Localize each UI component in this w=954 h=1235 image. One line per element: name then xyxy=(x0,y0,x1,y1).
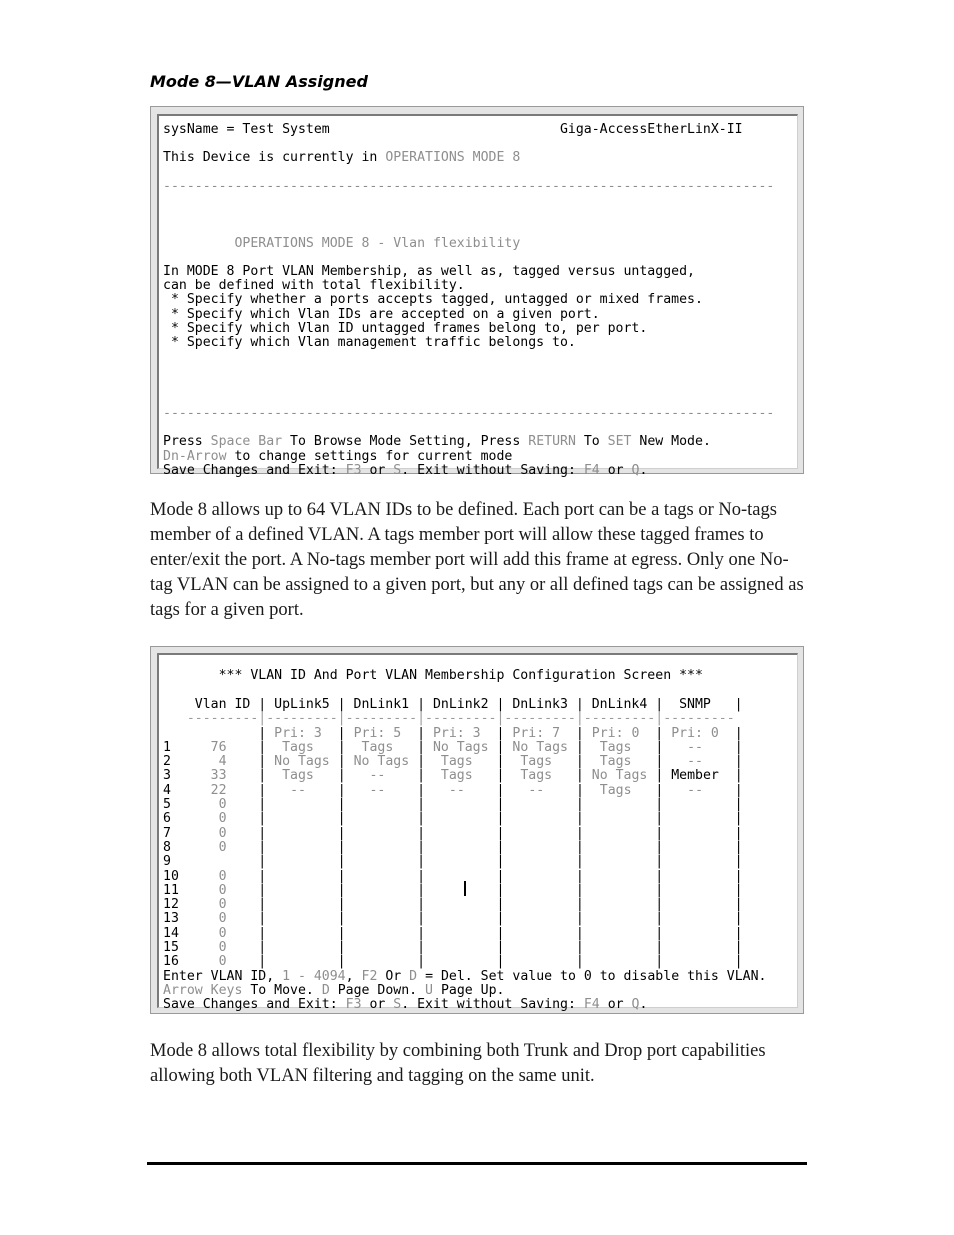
terminal-text: RETURN xyxy=(528,434,576,450)
terminal-text: | xyxy=(552,768,592,784)
terminal-line xyxy=(163,998,647,1012)
terminal-text: Enter VLAN ID, xyxy=(163,968,283,984)
terminal-text: 4 xyxy=(163,782,211,798)
terminal-text: F3 xyxy=(345,462,362,478)
terminal-text: Pri: 5 xyxy=(353,725,402,741)
terminal-text: | xyxy=(226,768,283,784)
terminal-text: | xyxy=(560,725,592,741)
terminal-text: -- xyxy=(528,782,545,798)
terminal-text: | xyxy=(567,739,600,755)
terminal-line xyxy=(163,336,576,350)
terminal-text: U xyxy=(425,982,433,998)
terminal-text: . Exit without Saving: xyxy=(401,462,584,478)
terminal-line xyxy=(163,407,774,421)
terminal-text: 12 xyxy=(163,897,219,913)
terminal-text: Save Changes and Exit: xyxy=(163,462,346,478)
terminal-text: to change settings for current mode xyxy=(226,448,513,464)
terminal-line xyxy=(163,855,743,869)
flexibility-paragraph: Mode 8 allows total flexibility by combining both Trunk and Drop port capabilities allowing both VLAN filtering and tagging on the same unit. xyxy=(150,1041,766,1086)
terminal-text: 13 xyxy=(163,911,219,927)
terminal-line xyxy=(163,180,774,194)
terminal-line xyxy=(163,769,743,783)
terminal-text: 5 xyxy=(163,797,219,812)
terminal-text: | xyxy=(393,739,433,755)
terminal-text: | xyxy=(639,725,672,741)
terminal-text: Space Bar xyxy=(210,434,283,450)
terminal-line xyxy=(163,435,711,449)
terminal-text: or xyxy=(361,462,394,478)
vlan-config-terminal xyxy=(157,653,798,1013)
terminal-line xyxy=(163,970,766,984)
terminal-text: | | | | | | | xyxy=(226,954,743,970)
terminal-text: . xyxy=(639,997,648,1013)
terminal-text: To Move. xyxy=(242,982,322,998)
terminal-text: | Member | xyxy=(647,768,743,784)
terminal-text: 33 xyxy=(210,768,227,784)
terminal-text: 0 xyxy=(218,925,227,941)
terminal-text: | xyxy=(385,782,449,798)
terminal-text: To xyxy=(575,434,608,450)
vlan-screen-window xyxy=(150,646,804,1014)
terminal-text: Dn-Arrow xyxy=(163,448,227,464)
terminal-text: * Specify whether a ports accepts tagged, untagged or mixed frames. xyxy=(163,292,703,308)
terminal-text: 1 xyxy=(163,739,211,755)
terminal-line xyxy=(163,798,743,812)
terminal-text: Press xyxy=(163,434,211,450)
terminal-text: No Tags xyxy=(512,739,568,755)
terminal-text: D xyxy=(321,982,330,998)
terminal-text: Or xyxy=(377,968,410,984)
terminal-text: 4 xyxy=(218,754,227,770)
terminal-line xyxy=(163,841,743,855)
terminal-text: This Device is currently in xyxy=(163,150,386,166)
terminal-text: 0 xyxy=(218,911,227,927)
terminal-text: | xyxy=(321,725,354,741)
mode-description-paragraph: Mode 8 allows up to 64 VLAN IDs to be defined. Each port can be a tags or No-tags member of a defined VLAN. A tags member port will allow these tagged frames to enter/exit the port. A No-tags member port will add this frame at egress. Only one No-tag VLAN can be assigned to a given port, but any or all defined tags can be assigned as tags for a given port. xyxy=(150,500,804,620)
terminal-text: Tags xyxy=(599,754,632,770)
terminal-text: | xyxy=(401,725,433,741)
terminal-text: | xyxy=(472,754,521,770)
terminal-text: . Exit without Saving: xyxy=(401,997,584,1013)
terminal-text: Q xyxy=(631,997,640,1013)
terminal-text: OPERATIONS MODE 8 xyxy=(385,150,521,166)
terminal-text: S xyxy=(393,462,402,478)
terminal-text: 0 xyxy=(218,954,227,970)
terminal-text: 16 xyxy=(163,954,219,970)
terminal-line xyxy=(163,308,600,322)
terminal-text: | xyxy=(718,725,743,741)
terminal-text: or xyxy=(599,462,632,478)
terminal-text: | xyxy=(409,754,441,770)
terminal-text: No Tags xyxy=(432,739,489,755)
terminal-line xyxy=(163,784,743,798)
section-heading: Mode 8—VLAN Assigned xyxy=(150,72,368,91)
terminal-line xyxy=(163,812,743,826)
terminal-text: | xyxy=(226,739,283,755)
terminal-text: -- xyxy=(687,739,703,755)
terminal-text: * Specify which Vlan management traffic belongs to. xyxy=(163,335,576,350)
terminal-text: F4 xyxy=(583,462,600,478)
terminal-line xyxy=(163,927,743,941)
terminal-text: 11 xyxy=(163,882,219,898)
terminal-text: | xyxy=(631,754,688,770)
terminal-text: , xyxy=(345,968,362,984)
terminal-text: | xyxy=(464,782,529,798)
terminal-text: Tags xyxy=(282,768,314,784)
terminal-text: No Tags xyxy=(274,754,330,770)
terminal-text: Pri: 0 xyxy=(591,725,640,741)
terminal-text: Tags xyxy=(361,739,394,755)
terminal-line xyxy=(163,870,743,884)
terminal-line xyxy=(163,941,743,955)
terminal-text: To Browse Mode Setting, Press xyxy=(282,434,529,450)
terminal-text: | | | | | | | xyxy=(226,940,743,955)
terminal-text: -- xyxy=(448,782,465,798)
terminal-text: Tags xyxy=(282,739,314,755)
terminal-text: F2 xyxy=(361,968,378,984)
terminal-text: Tags xyxy=(440,754,473,770)
terminal-text: or xyxy=(361,997,394,1013)
terminal-line xyxy=(163,755,743,769)
terminal-text: OPERATIONS MODE 8 - Vlan flexibility xyxy=(163,235,521,251)
terminal-line xyxy=(163,464,647,478)
terminal-text: 22 xyxy=(210,782,227,798)
terminal-line xyxy=(163,151,520,165)
terminal-text: * Specify which Vlan ID untagged frames belong to, per port. xyxy=(163,320,648,336)
terminal-text: 0 xyxy=(218,811,227,827)
terminal-text: Vlan ID | UpLink5 | DnLink1 | DnLink2 | DnLink3 | DnLink4 | SNMP | xyxy=(163,696,743,712)
terminal-line xyxy=(163,727,743,741)
terminal-text: | xyxy=(313,768,370,784)
terminal-text: | | | | | | | xyxy=(226,882,743,898)
terminal-text: Page Down. xyxy=(329,982,426,998)
terminal-text: Tags xyxy=(520,754,553,770)
terminal-text: | | | | | | | xyxy=(226,839,743,855)
terminal-line xyxy=(163,984,504,998)
footer-rule xyxy=(147,1162,807,1165)
terminal-text: 7 xyxy=(163,825,219,841)
terminal-line xyxy=(163,698,743,712)
terminal-text: | xyxy=(480,725,513,741)
terminal-text: | | | | | | | xyxy=(226,925,743,941)
terminal-text: 8 xyxy=(163,839,219,855)
terminal-text: F4 xyxy=(583,997,600,1013)
terminal-text: 10 xyxy=(163,868,219,884)
terminal-text: 0 xyxy=(218,897,227,913)
terminal-line xyxy=(163,827,743,841)
terminal-text: 3 xyxy=(163,768,211,784)
terminal-text: | xyxy=(703,782,743,798)
terminal-text: 0 xyxy=(218,839,227,855)
terminal-text: Q xyxy=(631,462,640,478)
terminal-text: | xyxy=(313,739,362,755)
terminal-text: Pri: 3 xyxy=(274,725,322,741)
terminal-text: ---------|---------|---------|---------|---------|---------|--------- xyxy=(163,711,735,727)
terminal-text: 14 xyxy=(163,925,219,941)
terminal-text: 15 xyxy=(163,940,219,955)
terminal-text: | xyxy=(631,782,688,798)
terminal-text: No Tags xyxy=(591,768,648,784)
terminal-text: SET xyxy=(607,434,632,450)
terminal-text: | xyxy=(544,782,600,798)
terminal-text: | xyxy=(385,768,441,784)
terminal-line xyxy=(163,123,743,137)
terminal-text: 0 xyxy=(218,882,227,898)
terminal-text: S xyxy=(393,997,402,1013)
terminal-text: Arrow Keys xyxy=(163,982,243,998)
terminal-text: -- xyxy=(369,768,386,784)
terminal-text: ----------------------------------------------------------------------------- xyxy=(163,178,775,194)
mode-screen-window xyxy=(150,106,804,478)
terminal-text: = Del. Set value to 0 to disable this VLAN. xyxy=(417,968,767,984)
terminal-text: | | | | | | | xyxy=(226,811,743,827)
terminal-text: | xyxy=(631,739,688,755)
terminal-text: D xyxy=(409,968,418,984)
terminal-text: -- xyxy=(290,782,306,798)
terminal-text: 0 xyxy=(218,868,227,884)
terminal-text: | | | | | | | xyxy=(226,797,743,812)
terminal-text: | xyxy=(329,754,354,770)
terminal-text: -- xyxy=(369,782,386,798)
terminal-line xyxy=(163,712,735,726)
terminal-text: 9 | | | | | | | xyxy=(163,854,743,870)
terminal-line xyxy=(163,741,743,755)
terminal-line xyxy=(163,912,743,926)
terminal-text: Tags xyxy=(440,768,473,784)
terminal-text: 2 xyxy=(163,754,219,770)
terminal-text: In MODE 8 Port VLAN Membership, as well as, tagged versus untagged, xyxy=(163,264,695,279)
terminal-text: No Tags xyxy=(353,754,410,770)
terminal-text: Pri: 0 xyxy=(671,725,719,741)
terminal-text: Tags xyxy=(520,768,553,784)
terminal-text: Tags xyxy=(599,782,632,798)
terminal-text: 0 xyxy=(218,797,227,812)
terminal-text: F3 xyxy=(345,997,362,1013)
terminal-text: 0 xyxy=(218,825,227,841)
terminal-text: | | | | | | | xyxy=(226,897,743,913)
terminal-text: | xyxy=(702,754,743,770)
terminal-text: 1 - 4094 xyxy=(282,968,346,984)
terminal-text: | xyxy=(226,782,291,798)
mode-screen-terminal xyxy=(157,114,798,478)
terminal-text: or xyxy=(599,997,632,1013)
terminal-text: | xyxy=(552,754,600,770)
terminal-line xyxy=(163,279,465,293)
terminal-line xyxy=(163,265,695,279)
terminal-text: Save Changes and Exit: xyxy=(163,997,346,1013)
terminal-text: | | | | | | | xyxy=(226,825,743,841)
terminal-text: Tags xyxy=(599,739,632,755)
terminal-text: | xyxy=(472,768,521,784)
terminal-line xyxy=(163,237,520,251)
terminal-text: | xyxy=(163,725,275,741)
terminal-text: 76 xyxy=(210,739,227,755)
terminal-text: Pri: 7 xyxy=(512,725,561,741)
terminal-text: | xyxy=(305,782,370,798)
terminal-line xyxy=(163,669,703,683)
terminal-text: sysName = Test System Giga-AccessEtherLinX-II xyxy=(163,122,743,137)
terminal-line xyxy=(163,898,743,912)
terminal-text: * Specify which Vlan IDs are accepted on a given port. xyxy=(163,306,600,322)
terminal-text: | | | | | | | xyxy=(226,911,743,927)
terminal-line xyxy=(163,955,743,969)
terminal-text: | xyxy=(702,739,743,755)
terminal-line xyxy=(163,884,743,898)
terminal-text: Page Up. xyxy=(433,982,505,998)
terminal-text: 6 xyxy=(163,811,219,827)
terminal-text: New Mode. xyxy=(631,434,711,450)
terminal-text: ----------------------------------------------------------------------------- xyxy=(163,406,775,421)
terminal-text: | | | | | | | xyxy=(226,868,743,884)
terminal-line xyxy=(163,322,647,336)
terminal-text: *** VLAN ID And Port VLAN Membership Configuration Screen *** xyxy=(163,668,703,684)
terminal-text: . xyxy=(639,462,648,478)
terminal-line xyxy=(163,450,512,464)
terminal-text: Pri: 3 xyxy=(432,725,481,741)
terminal-line xyxy=(163,293,703,307)
terminal-text: -- xyxy=(687,782,704,798)
terminal-text: | xyxy=(488,739,513,755)
terminal-text: 0 xyxy=(218,940,227,955)
terminal-text: can be defined with total flexibility. xyxy=(163,278,465,294)
terminal-text: | xyxy=(226,754,275,770)
terminal-text: -- xyxy=(687,754,703,770)
